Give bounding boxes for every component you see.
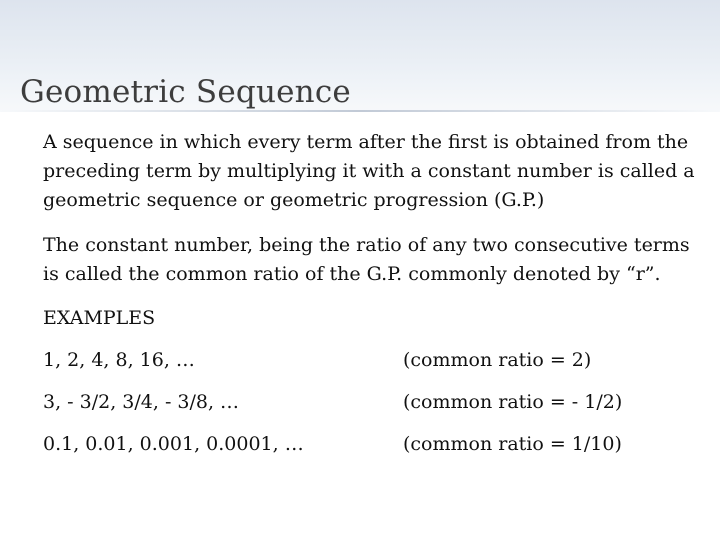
example-ratio: (common ratio = - 1/2) [403, 391, 623, 413]
page-title: Geometric Sequence [20, 74, 351, 110]
example-sequence: 3, - 3/2, 3/4, - 3/8, … [43, 391, 240, 413]
example-row [43, 430, 698, 458]
definition-paragraph: A sequence in which every term after the first is obtained from the preceding term by multiplying it with a constant number is called a geometric sequence or geometric progression (G.P.) [43, 131, 695, 211]
example-sequence: 1, 2, 4, 8, 16, … [43, 349, 195, 371]
example-row [43, 346, 698, 374]
example-ratio: (common ratio = 2) [403, 349, 592, 371]
common-ratio-paragraph: The constant number, being the ratio of any two consecutive terms is called the common ratio of the G.P. commonly denoted by “r”. [43, 234, 690, 285]
example-row [43, 388, 698, 416]
slide-body [43, 128, 698, 458]
example-sequence: 0.1, 0.01, 0.001, 0.0001, … [43, 433, 304, 455]
example-ratio: (common ratio = 1/10) [403, 433, 622, 455]
examples-heading: EXAMPLES [43, 307, 156, 329]
